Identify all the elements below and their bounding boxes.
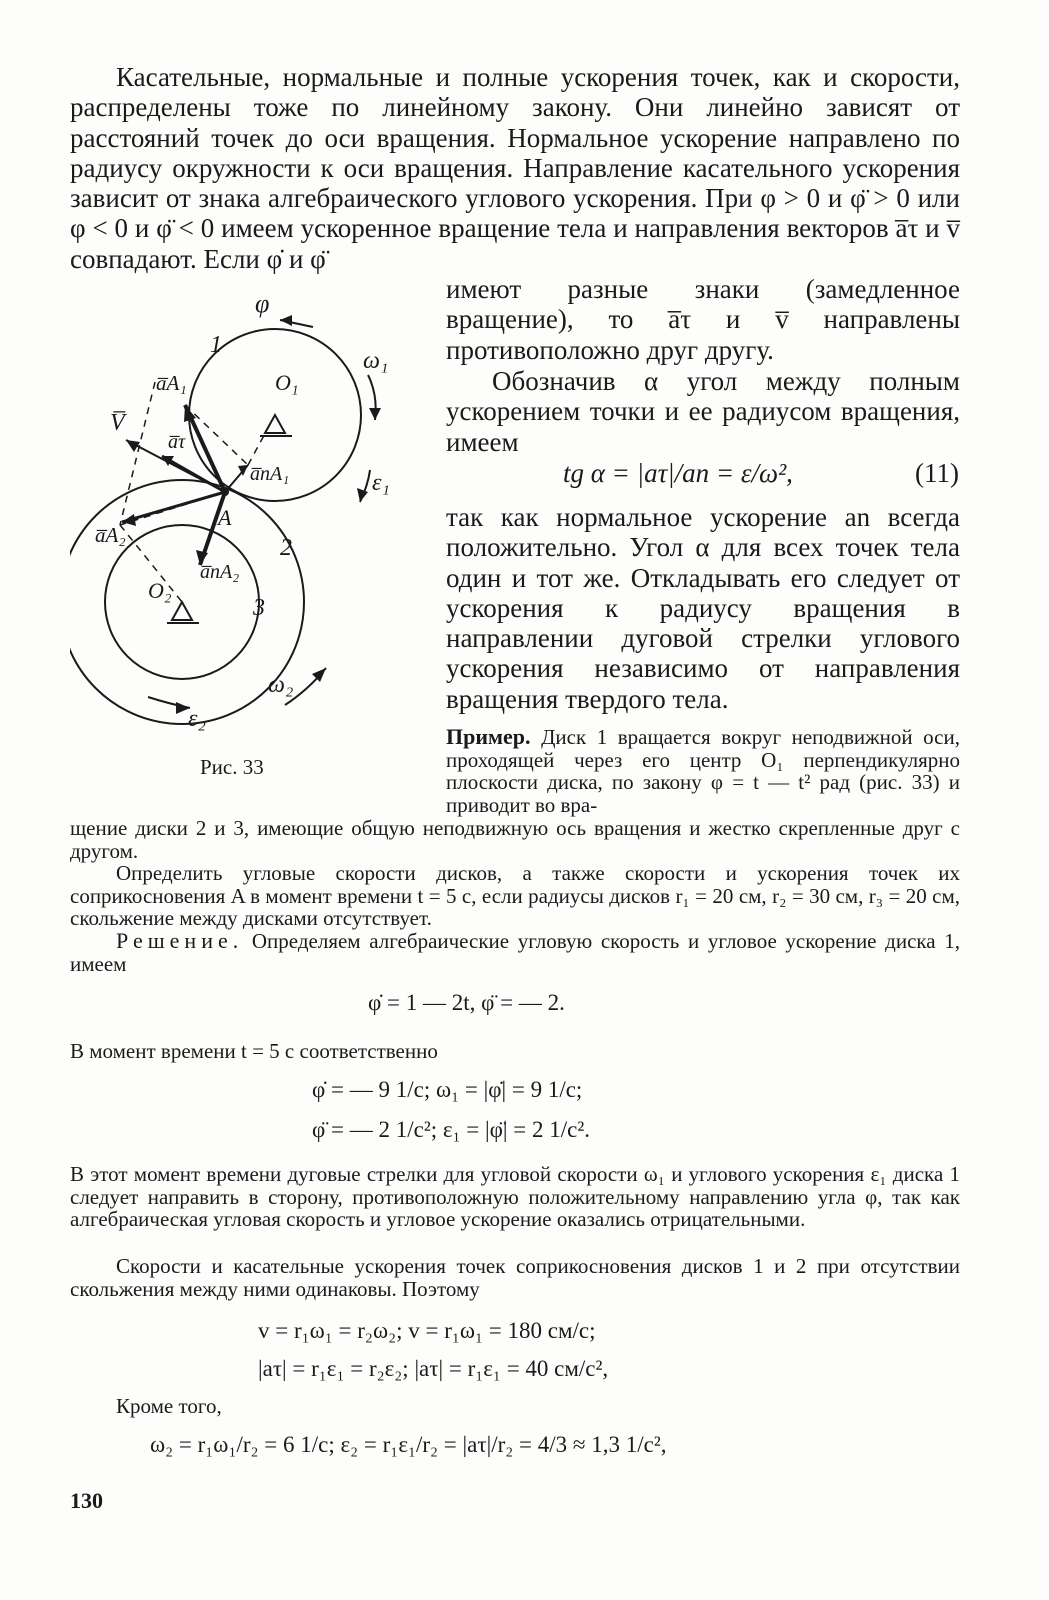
right-paragraph-3: так как нормальное ускорение an всегда положительно. Угол α для всех точек тела один и тот же. Откладывать его следует от ускорения к радиусу вращения в направлении дуговой стрелки углового ускорения независимо от направления вращения твердого тела. xyxy=(446,502,960,714)
label-O1: O₁ xyxy=(275,370,299,395)
solution-paragraph xyxy=(70,930,960,975)
label-A: A xyxy=(218,505,232,530)
contact-paragraph: Скорости и касательные ускорения точек соприкосновения дисков 1 и 2 при отсутствии скольжения между ними одинаковы. Поэтому xyxy=(70,1254,960,1301)
label-disk3: 3 xyxy=(253,595,265,621)
formula-11: tg α = |aτ|/an = ε/ω², xyxy=(563,458,793,488)
right-paragraph-1: имеют разные знаки (замедленное вращение), то a̅τ и v̅ направлены противоположно друг другу. xyxy=(446,274,960,365)
label-aA2: a̅A₂ xyxy=(95,523,126,547)
label-phi: φ xyxy=(255,289,270,318)
label-aA2n: a̅nA₂ xyxy=(200,561,240,583)
figure-caption: Рис. 33 xyxy=(200,755,264,779)
arrows-paragraph: В этот момент времени дуговые стрелки для угловой скорости ω₁ и углового ускорения ε₁ диска 1 следует направить в сторону, противоположную положительному направлению угла φ, так как алгебраическая угловая скорость и угловое ускорение оказались отрицательными. xyxy=(70,1162,960,1231)
label-disk1: 1 xyxy=(210,332,222,358)
equation-omega2: ω₂ = r₁ω₁/r₂ = 6 1/с; ε₂ = r₁ε₁/r₂ = |aτ|/r₂ = 4/3 ≈ 1,3 1/с², xyxy=(150,1432,667,1457)
label-v: V̅ xyxy=(110,410,125,436)
solution-label: Решение. xyxy=(116,928,244,953)
label-O2: O₂ xyxy=(148,578,172,603)
krome-line: Кроме того, xyxy=(116,1394,222,1418)
label-disk2: 2 xyxy=(280,535,292,561)
figure-33 xyxy=(70,280,440,750)
page-number: 130 xyxy=(70,1488,103,1513)
example-head xyxy=(446,726,960,816)
label-omega1: ω₁ xyxy=(363,348,389,374)
equation-eps1: φ̈ = — 2 1/с²; ε₁ = |φ̈| = 2 1/с². xyxy=(312,1117,590,1142)
solution-text: Определяем алгебраические угловую скорость и угловое ускорение диска 1, имеем xyxy=(70,929,961,976)
equation-phi-dot: φ̇ = 1 — 2t, φ̈ = — 2. xyxy=(368,990,565,1015)
example-label: Пример. xyxy=(446,724,531,749)
equation-tangential: |aτ| = r₁ε₁ = r₂ε₂; |aτ| = r₁ε₁ = 40 см/с², xyxy=(258,1356,609,1381)
right-paragraph-2: Обозначив α угол между полным ускорением точки и ее радиусом вращения, имеем xyxy=(446,366,960,457)
label-eps2: ε₂ xyxy=(188,706,206,732)
equation-number: (11) xyxy=(915,458,959,488)
label-omega2: ω₂ xyxy=(268,672,294,698)
label-aA1: a̅A₁ xyxy=(156,371,187,395)
intro-paragraph: Касательные, нормальные и полные ускорения точек, как и скорости, распределены тоже по линейному закону. Они линейно зависят от расстояний точек до оси вращения. Нормальное ускорение направлено по радиусу окружности к оси вращения. Направление касательного ускорения зависит от знака алгебраического углового ускорения. При φ > 0 и φ̈ > 0 или φ < 0 и φ̈ < 0 имеем ускоренное вращение тела и направления векторов a̅τ и v̅ совпадают. Если φ̇ и φ̈ xyxy=(70,62,960,274)
label-eps1: ε₁ xyxy=(372,470,390,496)
equation-velocity: v = r₁ω₁ = r₂ω₂; v = r₁ω₁ = 180 см/с; xyxy=(258,1318,596,1343)
example-text: Диск 1 вращается вокруг неподвижной оси, проходящей через его центр O₁ перпендикулярно плоскости диска, по закону φ = t — t² рад (рис. 33) и приводит во вра- xyxy=(446,725,960,817)
label-at: a̅τ xyxy=(168,431,186,453)
moment-line: В момент времени t = 5 с соответственно xyxy=(70,1039,438,1063)
equation-omega1: φ̇ = — 9 1/с; ω₁ = |φ̇| = 9 1/с; xyxy=(312,1077,583,1102)
example-continuation: щение диски 2 и 3, имеющие общую неподвижную ось вращения и жестко скрепленные друг с другом. xyxy=(70,816,960,863)
label-aA1n: a̅nA₁ xyxy=(250,463,290,485)
task-paragraph: Определить угловые скорости дисков, а также скорости и ускорения точек их соприкосновения A в момент времени t = 5 с, если радиусы дисков r₁ = 20 см, r₂ = 30 см, r₃ = 20 см, скольжение между дисками отсутствует. xyxy=(70,861,960,930)
